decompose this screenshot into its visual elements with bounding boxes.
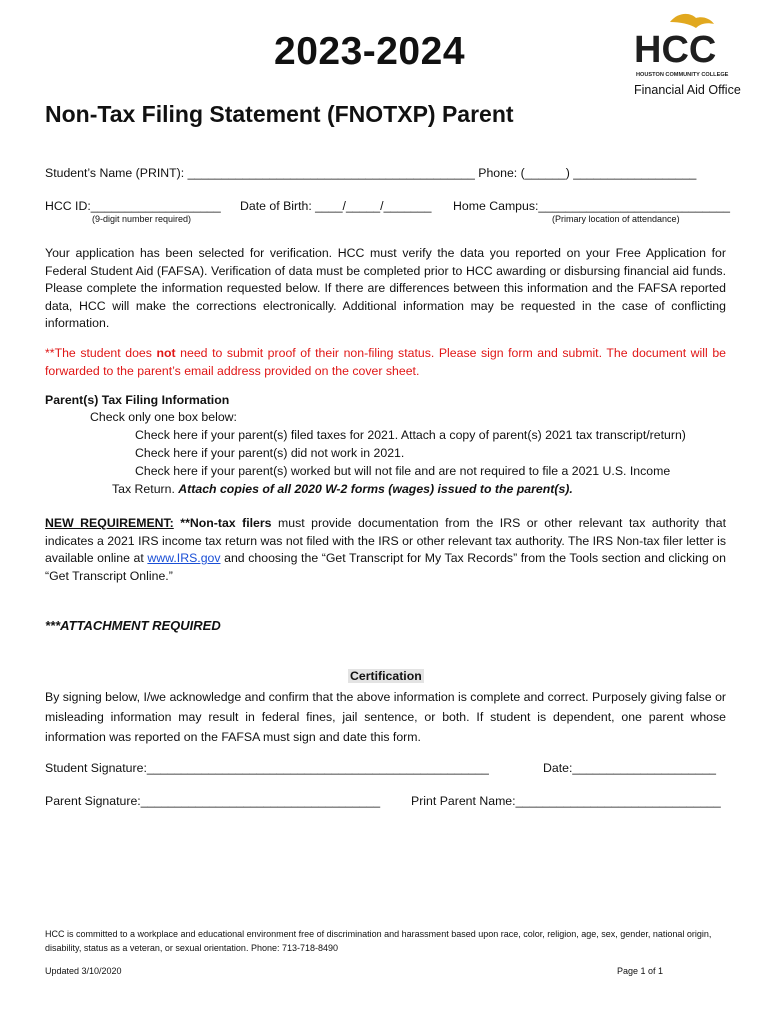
certification-text: By signing below, I/we acknowledge and confirm that the above information is complete and correct. Purposely giving false or misleading information may result in federal fines, jail sentence, or both. If student is dependent, one parent whose information was reported on the FAFSA must sign and date this form.: [45, 690, 726, 744]
hcc-logo: [630, 10, 740, 80]
home-campus-field[interactable]: Home Campus:____________________________: [453, 199, 730, 213]
option-not-required-cont: Tax Return. Attach copies of all 2020 W-2 forms (wages) issued to the parent(s).: [112, 482, 573, 496]
new-requirement-paragraph: NEW REQUIREMENT: **Non-tax filers must provide documentation from the IRS or other relevant tax authority that indicates a 2021 IRS income tax return was not filed with the IRS or other relevant tax authority. The IRS Non-tax filer letter is available online at www.IRS.gov and choosing the “Get Transcript for My Tax Records” from the Tools section and clicking on “Get Transcript Online.”: [45, 516, 727, 583]
option-not-required[interactable]: Check here if your parent(s) worked but will not file and are not required to file a 2021 U.S. Income: [135, 464, 671, 478]
nondiscrimination-footer: HCC is committed to a workplace and educational environment free of discrimination and harassment based upon race, color, religion, age, sex, gender, national origin, disability, status as a veteran, or sexual orientation. Phone: 713-718-8490: [45, 929, 712, 953]
option-filed-taxes[interactable]: Check here if your parent(s) filed taxes for 2021. Attach a copy of parent(s) 2021 tax transcript/return): [135, 428, 686, 442]
date-of-birth-field[interactable]: Date of Birth: ____/_____/_______: [240, 199, 432, 213]
new-requirement-label: NEW REQUIREMENT:: [45, 516, 174, 530]
red-notice: **The student does not need to submit proof of their non-filing status. Please sign form and submit. The document will be forwarded to the parent’s email address provided on the cover sheet.: [45, 346, 726, 378]
intro-paragraph: Your application has been selected for verification. HCC must verify the data you reported on your Free Application for Federal Student Aid (FAFSA). Verification of data must be completed prior to HCC awarding or disbursing financial aid funds. Please complete the information requested below. If there are differences between this information and the FAFSA reported data, HCC will make the corrections electronically. Additional information may be requested in the case of conflicting information.: [45, 246, 726, 330]
irs-link[interactable]: www.IRS.gov: [147, 551, 221, 565]
updated-date: Updated 3/10/2020: [45, 966, 122, 976]
tax-instruction: Check only one box below:: [90, 410, 237, 424]
print-parent-name-field[interactable]: Print Parent Name:______________________________: [411, 794, 721, 808]
campus-hint: (Primary location of attendance): [552, 214, 680, 224]
logo-subtext: HOUSTON COMMUNITY COLLEGE: [636, 72, 729, 78]
student-signature-field[interactable]: Student Signature:__________________________________________________: [45, 761, 489, 775]
office-name: Financial Aid Office: [634, 83, 741, 97]
date-field[interactable]: Date:_____________________: [543, 761, 717, 775]
tax-section-heading: Parent(s) Tax Filing Information: [45, 393, 230, 407]
bird-icon: [670, 14, 714, 28]
certification-heading: Certification: [350, 669, 422, 683]
page-number: Page 1 of 1: [617, 966, 664, 976]
form-year: 2023-2024: [274, 30, 466, 73]
option-did-not-work[interactable]: Check here if your parent(s) did not work in 2021.: [135, 446, 405, 460]
hcc-id-hint: (9-digit number required): [92, 214, 192, 224]
hcc-id-field[interactable]: HCC ID:___________________: [45, 199, 221, 213]
parent-signature-field[interactable]: Parent Signature:___________________________________: [45, 794, 381, 808]
attachment-required: ***ATTACHMENT REQUIRED: [45, 618, 221, 633]
form-title: Non-Tax Filing Statement (FNOTXP) Parent: [45, 101, 514, 127]
logo-wordmark: HCC: [634, 29, 717, 71]
student-name-phone-line[interactable]: Student’s Name (PRINT): __________________________________________ Phone: (______) __________________: [45, 166, 697, 180]
